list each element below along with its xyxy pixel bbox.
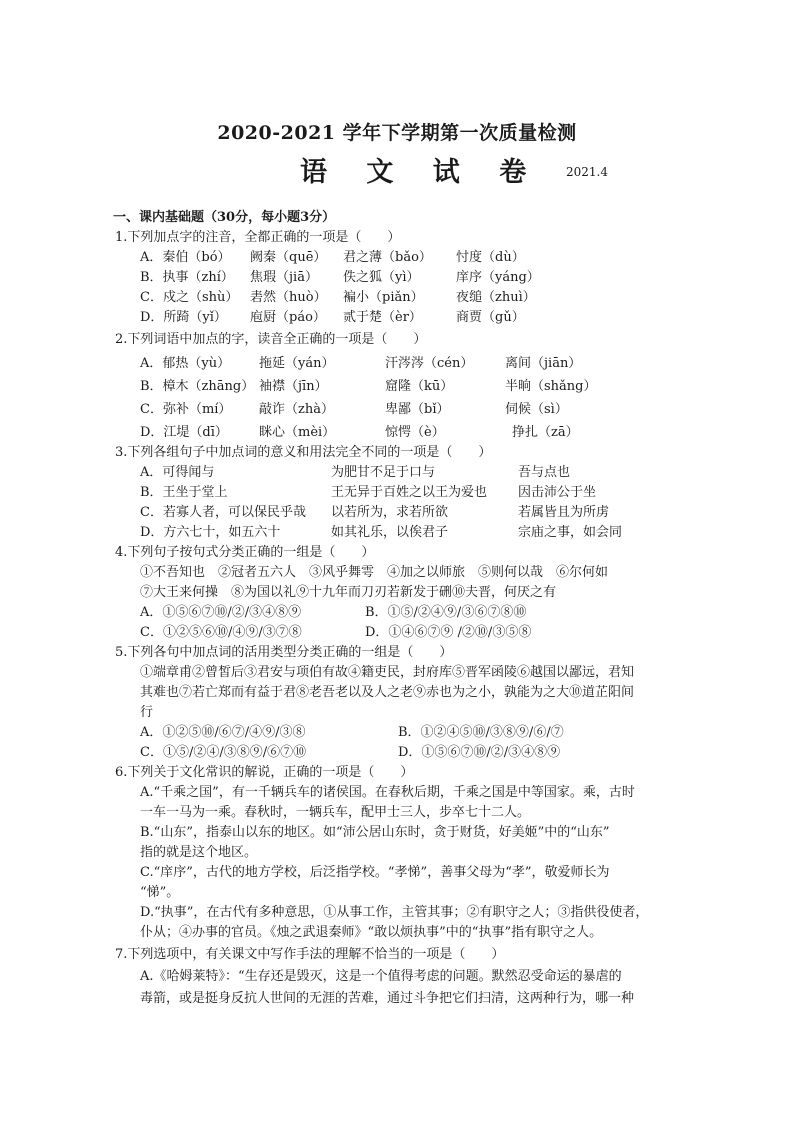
q5-sentences-1: ①端章甫②曾皙后③君安与项伯有故④籍吏民，封府库⑤晋军函陵⑥越国以鄙远，君知: [140, 665, 635, 680]
q4-sentences-2: ⑦大王来何操 ⑧为国以礼⑨十九年而刀刃若新发于硎⑩夫晋，何厌之有: [140, 585, 557, 600]
q1-stem: 1.下列加点字的注音，全都正确的一项是（ ）: [115, 230, 401, 245]
q6-line: B.“山东”，指泰山以东的地区。如“沛公居山东时，贪于财货，好美姬”中的“山东”: [140, 825, 610, 840]
q7-line: A.《哈姆莱特》：“生存还是毁灭，这是一个值得考虑的问题。默然忍受命运的暴虐的: [140, 969, 622, 984]
q4-stem: 4.下列句子按句式分类正确的一组是（ ）: [115, 545, 375, 560]
q6-line: 一车一马为一乘。春秋时，一辆兵车，配甲士三人，步卒七十二人。: [140, 805, 531, 820]
q2-stem: 2.下列词语中加点的字，读音全正确的一项是（ ）: [115, 332, 427, 347]
q7-stem: 7.下列选项中，有关课文中写作手法的理解不恰当的一项是（ ）: [115, 947, 505, 962]
q6-line: A.“千乘之国”，有一千辆兵车的诸侯国。在春秋后期，千乘之国是中等国家。乘，古时: [140, 785, 635, 800]
exam-title: 2020-2021 学年下学期第一次质量检测: [217, 122, 577, 144]
q6-line: C.“庠序”，古代的地方学校，后泛指学校。“孝悌”，善事父母为“孝”，敬爱师长为: [140, 865, 610, 880]
q4-sentences-1: ①不吾知也 ②冠者五六人 ③风乎舞雩 ④加之以师旅 ⑤则何以哉 ⑥尔何如: [140, 565, 609, 580]
exam-page: 2020-2021 学年下学期第一次质量检测 语 文 试 卷 2021.4 一、课内基础题（30分，每小题3分） 1.下列加点字的注音，全都正确的一项是（ ） A．秦伯（bó） 阙秦（quē） 君之薄（bǎo） 忖度（dù） B．执事（zhí） 焦瑕（jiā） 佚之狐（yì） 庠序（yáng） C．戍之（shù） 砉然（huò） 褊小（piǎn） 夜缒（zhuì） D．所踦（yǐ） 庖厨（páo） 贰于楚（èr） 商贾（gǔ） 2.下列词语中加点的字，读音全正确的一项是（ ） A．郁热（yù） 拖延（yán） 汗涔涔（cén） 离间（jiān） B．樟木（zhāng） 袖襟（jīn） 窟隆（kū） 半晌（shǎng） C．弥补（mí） 敲诈（zhà） 卑鄙（bǐ） 伺候（sì） D．江堤（dī） 眯心（mèi） 惊愕（è） 挣扎（zā） 3.下列各组句子中加点词的意义和用法完全不同的一项是（ ） A．可得闻与 为肥甘不足于口与 吾与点也 B．王坐于堂上 王无异于百姓之以王为爱也 因击沛公于坐 C．若寡人者，可以保民乎哉 以若所为，求若所欲 若属皆且为所虏 D．方六七十，如五六十 如其礼乐，以俟君子 宗庙之事，如会同 4.下列句子按句式分类正确的一组是（ ） ①不吾知也 ②冠者五六人 ③风乎舞雩 ④加之以师旅 ⑤则何以哉 ⑥尔何如 ⑦大王来何操 ⑧为国以礼⑨十九年而刀刃若新发于硎⑩夫晋，何厌之有 A．①⑤⑥⑦⑩/②/③④⑧⑨ B．①⑤/②④⑨/③⑥⑦⑧⑩ C．①②⑤⑥⑩/④⑨/③⑦⑧ D．①④⑥⑦⑨ /②⑩/③⑤⑧ 5.下列各句中加点词的活用类型分类正确的一组是（ ） ①端章甫②曾皙后③君安与项伯有故④籍吏民，封府库⑤晋军函陵⑥越国以鄙远，君知 其难也⑦若亡郑而有益于君⑧老吾老以及人之老⑨赤也为之小，孰能为之大⑩道芷阳间 行 A．①②⑤⑩/⑥⑦/④⑨/③⑧ B．①②④⑤⑩/③⑧⑨/⑥/⑦ C．①⑤/②④/③⑧⑨/⑥⑦⑩ D．①⑤⑥⑦⑩/②/③④⑧⑨ 6.下列关于文化常识的解说，正确的一项是（ ） A.“千乘之国”，有一千辆兵车的诸侯国。在春秋后期，千乘之国是中等国家。乘，古时 一车一马为一乘。春秋时，一辆兵车，配甲士三人，步卒七十二人。 B.“山东”，指泰山以东的地区。如“沛公居山东时，贪于财货，好美姬”中的“山东” 指的就是这个地区。 C.“庠序”，古代的地方学校，后泛指学校。“孝悌”，善事父母为“孝”，敬爱师长为 “悌”。 D.“执事”，在古代有多种意思，①从事工作，主管其事；②有职守之人；③指供役使者， 仆从；④办事的官员。《烛之武退秦师》“敢以烦执事”中的“执事”指有职守之人。 7.下列选项中，有关课文中写作手法的理解不恰当的一项是（ ） A.《哈姆莱特》：“生存还是毁灭，这是一个值得考虑的问题。默然忍受命运的暴虐的 毒箭，或是挺身反抗人世间的无涯的苦难，通过斗争把它们扫清，这两种行为，哪一种: [0, 0, 794, 1123]
q6-line: 仆从；④办事的官员。《烛之武退秦师》“敢以烦执事”中的“执事”指有职守之人。: [140, 925, 603, 940]
q5-stem: 5.下列各句中加点词的活用类型分类正确的一组是（ ）: [115, 645, 453, 660]
q6-stem: 6.下列关于文化常识的解说，正确的一项是（ ）: [115, 765, 414, 780]
q3-stem: 3.下列各组句子中加点词的意义和用法完全不同的一项是（ ）: [115, 445, 492, 460]
q6-line: “悌”。: [140, 885, 180, 900]
exam-date: 2021.4: [566, 165, 608, 179]
q6-line: 指的就是这个地区。: [140, 845, 258, 860]
q7-line: 毒箭，或是挺身反抗人世间的无涯的苦难，通过斗争把它们扫清，这两种行为，哪一种: [140, 991, 635, 1006]
q6-line: D.“执事”，在古代有多种意思，①从事工作，主管其事；②有职守之人；③指供役使者，: [140, 905, 649, 920]
section-heading: 一、课内基础题（30分，每小题3分）: [113, 210, 336, 225]
q5-sentences-3: 行: [140, 705, 154, 720]
exam-subtitle: 语 文 试 卷: [300, 157, 542, 188]
q5-sentences-2: 其难也⑦若亡郑而有益于君⑧老吾老以及人之老⑨赤也为之小，孰能为之大⑩道芷阳间: [140, 685, 635, 700]
